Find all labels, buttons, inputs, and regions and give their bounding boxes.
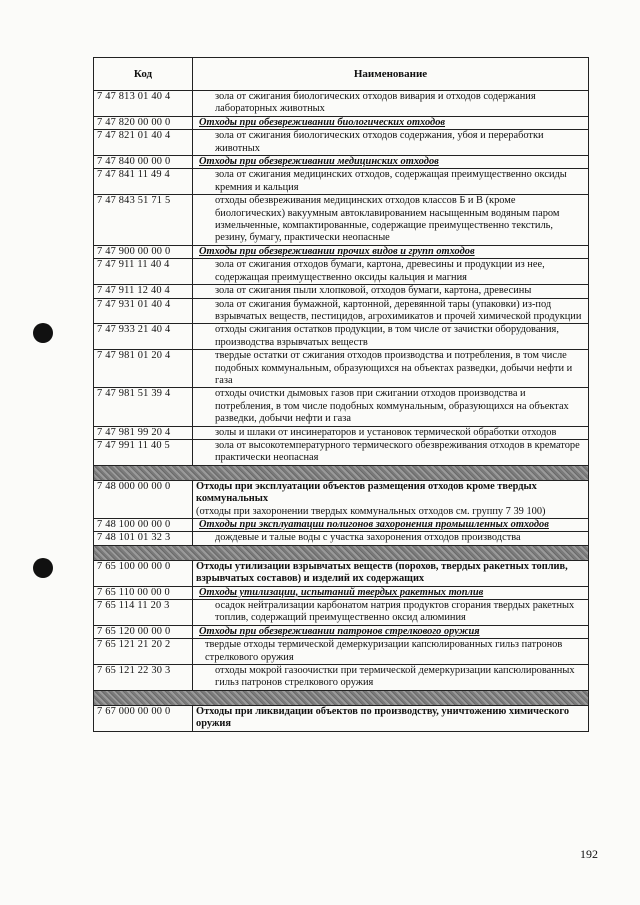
waste-name — [193, 324, 589, 350]
waste-name — [193, 705, 589, 731]
waste-name-text: осадок нейтрализации карбонатом натрия продуктов сгорания твердых ракетных топлив, содержащий преимущественно оксид алюминия — [215, 600, 575, 624]
table-row — [94, 91, 589, 117]
section-header-row — [94, 705, 589, 731]
waste-code: 7 47 900 00 00 0 — [94, 245, 193, 258]
waste-name-text: отходы обезвреживания медицинских отходов классов Б и В (кроме биологических) вакуумным автоклавированием насыщенным водяным паром измельченные, компактированные, содержащие преимущественно текстиль, резину, бумагу, практически неопасные — [215, 195, 560, 244]
waste-code: 7 65 121 21 20 2 — [94, 639, 193, 665]
group-header-row — [94, 625, 589, 638]
table-row — [94, 532, 589, 545]
table-row — [94, 350, 589, 388]
waste-name-text: Отходы при обезвреживании биологических отходов — [199, 116, 446, 128]
waste-name-text: твердые отходы термической демеркуризации капсюлированных гильз патронов стрелкового оружия — [205, 639, 563, 663]
waste-code: 7 65 114 11 20 3 — [94, 600, 193, 626]
group-header-row — [94, 156, 589, 169]
waste-code: 7 47 981 01 20 4 — [94, 350, 193, 388]
waste-code: 7 47 820 00 00 0 — [94, 116, 193, 129]
waste-code: 7 47 911 12 40 4 — [94, 285, 193, 298]
waste-name — [193, 169, 589, 195]
waste-name — [193, 245, 589, 258]
waste-name-text: Отходы утилизации, испытаний твердых ракетных топлив — [199, 586, 484, 598]
waste-code: 7 48 000 00 00 0 — [94, 480, 193, 518]
group-header-row — [94, 519, 589, 532]
punch-hole-bottom — [33, 558, 53, 578]
table-row — [94, 169, 589, 195]
waste-code: 7 47 911 11 40 4 — [94, 259, 193, 285]
waste-name — [193, 532, 589, 545]
waste-code: 7 47 981 99 20 4 — [94, 426, 193, 439]
waste-code: 7 47 843 51 71 5 — [94, 195, 193, 246]
waste-name — [193, 259, 589, 285]
waste-code: 7 47 821 01 40 4 — [94, 130, 193, 156]
waste-code: 7 65 120 00 00 0 — [94, 625, 193, 638]
table-body — [94, 91, 589, 732]
punch-hole-top — [33, 323, 53, 343]
waste-name-text: зола от сжигания биологических отходов вивария и отходов содержания лабораторных животных — [215, 91, 536, 115]
waste-code: 7 47 931 01 40 4 — [94, 298, 193, 324]
waste-code: 7 47 840 00 00 0 — [94, 156, 193, 169]
waste-name-text: зола от сжигания отходов бумаги, картона, древесины и продукции из нее, содержащая преимущественно оксиды кальция и магния — [215, 259, 545, 283]
waste-code: 7 48 100 00 00 0 — [94, 519, 193, 532]
waste-code: 7 47 981 51 39 4 — [94, 388, 193, 426]
code-column-header: Код — [94, 58, 193, 91]
group-header-row — [94, 116, 589, 129]
waste-name-text: зола от сжигания медицинских отходов, содержащая преимущественно оксиды кремния и кальция — [215, 169, 567, 193]
waste-name — [193, 130, 589, 156]
waste-name — [193, 439, 589, 465]
waste-name-text: Отходы при обезвреживании медицинских отходов — [199, 156, 439, 168]
waste-code: 7 65 110 00 00 0 — [94, 586, 193, 599]
waste-code: 7 65 121 22 30 3 — [94, 665, 193, 691]
waste-name-text: золы и шлаки от инсинераторов и установок термической обработки отходов — [215, 426, 557, 438]
waste-name — [193, 519, 589, 532]
section-header-row — [94, 480, 589, 518]
waste-name-text: зола от высокотемпературного термического обезвреживания отходов в крематоре практически неопасная — [215, 439, 580, 464]
table-row — [94, 665, 589, 691]
waste-code: 7 47 991 11 40 5 — [94, 439, 193, 465]
section-header-row — [94, 560, 589, 586]
waste-name-text: твердые остатки от сжигания отходов производства и потребления, в том числе подобных коммунальным, образующихся на объектах разведки, добычи нефти и газа — [215, 350, 573, 386]
group-header-row — [94, 586, 589, 599]
table-row — [94, 259, 589, 285]
waste-name-note: (отходы при захоронении твердых коммунальных отходов см. группу 7 39 100) — [196, 505, 546, 517]
waste-name-text: зола от сжигания пыли хлопковой, отходов бумаги, картона, древесины — [215, 285, 532, 297]
waste-name-text: отходы сжигания остатков продукции, в том числе от зачистки оборудования, производства взрывчатых веществ — [215, 324, 559, 348]
waste-name-text: Отходы при эксплуатации объектов размещения отходов кроме твердых коммунальных — [196, 480, 537, 505]
waste-name — [193, 480, 589, 518]
page-number: 192 — [580, 847, 598, 861]
waste-name-text: Отходы при ликвидации объектов по производству, уничтожению химического оружия — [196, 705, 570, 730]
table-row — [94, 130, 589, 156]
waste-name-text: дождевые и талые воды с участка захоронения отходов производства — [215, 532, 521, 544]
waste-name — [193, 195, 589, 246]
waste-name — [193, 639, 589, 665]
table-row — [94, 195, 589, 246]
waste-name-text: зола от сжигания бумажной, картонной, деревянной тары (упаковки) из-под взрывчатых веществ, пестицидов, агрохимикатов и прочей химической продукции — [215, 298, 582, 322]
waste-code: 7 47 933 21 40 4 — [94, 324, 193, 350]
waste-name — [193, 285, 589, 298]
table-header-row — [94, 58, 589, 91]
separator-band — [94, 465, 589, 480]
table-row — [94, 439, 589, 465]
table-row — [94, 298, 589, 324]
waste-code: 7 67 000 00 00 0 — [94, 705, 193, 731]
waste-name-text: отходы мокрой газоочистки при термической демеркуризации капсюлированных гильз патронов стрелкового оружия — [215, 665, 575, 689]
table-row — [94, 285, 589, 298]
separator-band — [94, 690, 589, 705]
section-separator-row — [94, 690, 589, 705]
waste-name — [193, 586, 589, 599]
waste-name-text: Отходы при обезвреживании патронов стрелкового оружия — [199, 625, 480, 637]
waste-name — [193, 625, 589, 638]
waste-code: 7 47 841 11 49 4 — [94, 169, 193, 195]
name-column-header: Наименование — [193, 58, 589, 91]
waste-name — [193, 298, 589, 324]
table-row — [94, 388, 589, 426]
waste-name-text: Отходы утилизации взрывчатых веществ (порохов, твердых ракетных топлив, взрывчатых составов) и изделий их содержащих — [196, 560, 568, 585]
table-row — [94, 426, 589, 439]
waste-name — [193, 156, 589, 169]
waste-name — [193, 600, 589, 626]
waste-name — [193, 560, 589, 586]
waste-code: 7 47 813 01 40 4 — [94, 91, 193, 117]
waste-name-text: Отходы при эксплуатации полигонов захоронения промышленных отходов — [199, 519, 549, 530]
section-separator-row — [94, 465, 589, 480]
waste-name — [193, 116, 589, 129]
waste-name — [193, 665, 589, 691]
waste-classifier-table — [93, 57, 589, 732]
waste-code: 7 48 101 01 32 3 — [94, 532, 193, 545]
waste-name-text: Отходы при обезвреживании прочих видов и групп отходов — [199, 245, 475, 257]
waste-name-text: отходы очистки дымовых газов при сжигании отходов производства и потребления, в том числе подобных коммунальным, образующихся на объектах разведки, добычи нефти и газа — [215, 388, 569, 425]
separator-band — [94, 545, 589, 560]
table-row — [94, 639, 589, 665]
waste-name — [193, 350, 589, 388]
waste-name — [193, 91, 589, 117]
waste-name-text: зола от сжигания биологических отходов содержания, убоя и переработки животных — [215, 130, 544, 154]
waste-code: 7 65 100 00 00 0 — [94, 560, 193, 586]
waste-name — [193, 388, 589, 426]
group-header-row — [94, 245, 589, 258]
section-separator-row — [94, 545, 589, 560]
table-row — [94, 600, 589, 626]
table-row — [94, 324, 589, 350]
waste-name — [193, 426, 589, 439]
